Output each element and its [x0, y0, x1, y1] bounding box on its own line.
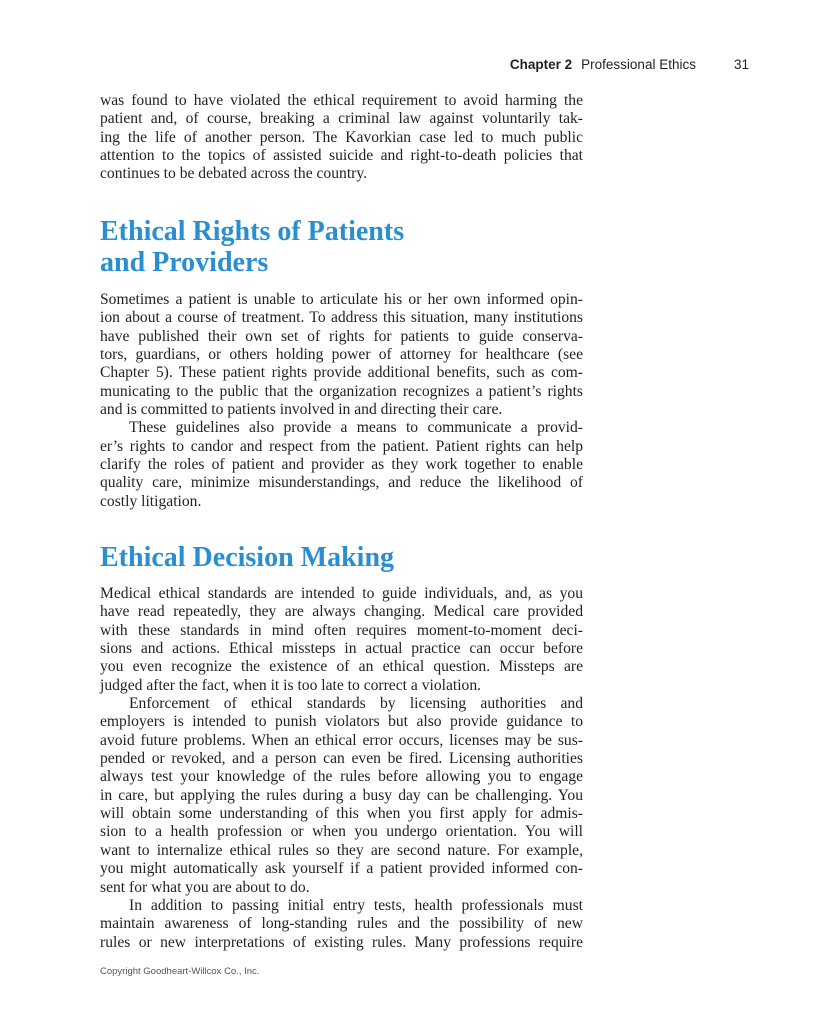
text-line: judged after the fact, when it is too late to correct a violation.	[100, 676, 482, 694]
text-line: will obtain some understanding of this when you first apply for admis-	[100, 805, 583, 823]
intro-paragraph	[100, 92, 583, 184]
copyright-footer: Copyright Goodheart-Willcox Co., Inc.	[100, 966, 260, 977]
text-line: have read repeatedly, they are always changing. Medical care provided	[100, 603, 583, 621]
text-line: always test your knowledge of the rules before allowing you to engage	[100, 768, 583, 786]
section-heading-ethical-rights	[100, 216, 404, 278]
text-line: employers is intended to punish violators but also provide guidance to	[100, 713, 583, 731]
text-line: sion to a health profession or when you undergo orientation. You will	[100, 823, 583, 841]
text-line: with these standards in mind often requires moment-to-moment deci-	[100, 621, 583, 639]
heading-line: Ethical Decision Making	[100, 542, 395, 573]
text-line: Enforcement of ethical standards by licensing authorities and	[129, 695, 583, 713]
text-line: clarify the roles of patient and provider as they work together to enable	[100, 456, 583, 474]
decision-making-paragraphs	[100, 585, 583, 952]
text-line: patient and, of course, breaking a criminal law against voluntarily tak-	[100, 110, 583, 128]
chapter-title: Professional Ethics	[581, 57, 696, 72]
text-line: have published their own set of rights for patients to guide conserva-	[100, 327, 583, 345]
text-line: Sometimes a patient is unable to articulate his or her own informed opin-	[100, 291, 583, 308]
text-line: want to internalize ethical rules so they are second nature. For example,	[100, 841, 583, 859]
page-number: 31	[733, 57, 749, 72]
text-line: you might automatically ask yourself if a patient provided informed con-	[100, 860, 583, 878]
ethical-rights-paragraphs	[100, 291, 583, 511]
text-line: Chapter 5). These patient rights provide additional benefits, such as com-	[100, 364, 583, 382]
text-line: avoid future problems. When an ethical error occurs, licenses may be sus-	[100, 731, 583, 749]
running-header	[400, 57, 749, 72]
text-line: continues to be debated across the country.	[100, 165, 368, 183]
text-line: tors, guardians, or others holding power of attorney for healthcare (see	[100, 346, 583, 364]
text-line: you even recognize the existence of an ethical question. Missteps are	[100, 658, 583, 676]
text-line: and is committed to patients involved in and directing their care.	[100, 401, 503, 419]
text-line: In addition to passing initial entry tests, health professionals must	[129, 896, 583, 914]
text-line: ing the life of another person. The Kavorkian case led to much public	[100, 128, 583, 146]
text-line: sent for what you are about to do.	[100, 878, 310, 896]
text-line: er’s rights to candor and respect from the patient. Patient rights can help	[100, 437, 583, 455]
heading-line: and Providers	[100, 247, 269, 278]
text-line: ion about a course of treatment. To address this situation, many institutions	[100, 309, 583, 327]
text-line: in care, but applying the rules during a busy day can be challenging. You	[100, 786, 583, 804]
text-line: attention to the topics of assisted suicide and right-to-death policies that	[100, 147, 583, 165]
text-line: costly litigation.	[100, 492, 202, 510]
section-heading-decision-making	[100, 542, 394, 573]
text-line: pended or revoked, and a person can even be fired. Licensing authorities	[100, 750, 583, 768]
text-line: municating to the public that the organization recognizes a patient’s rights	[100, 382, 583, 400]
text-line: sions and actions. Ethical missteps in actual practice can occur before	[100, 640, 583, 658]
text-line: quality care, minimize misunderstandings, and reduce the likelihood of	[100, 474, 583, 492]
text-line: Medical ethical standards are intended to guide individuals, and, as you	[100, 585, 583, 602]
text-line: rules or new interpretations of existing rules. Many professions require	[100, 933, 583, 951]
text-line: was found to have violated the ethical requirement to avoid harming the	[100, 92, 583, 109]
heading-line: Ethical Rights of Patients	[100, 216, 405, 247]
text-line: These guidelines also provide a means to communicate a provid-	[129, 419, 583, 437]
text-line: maintain awareness of long-standing rules and the possibility of new	[100, 915, 583, 933]
chapter-label: Chapter 2	[509, 57, 573, 72]
